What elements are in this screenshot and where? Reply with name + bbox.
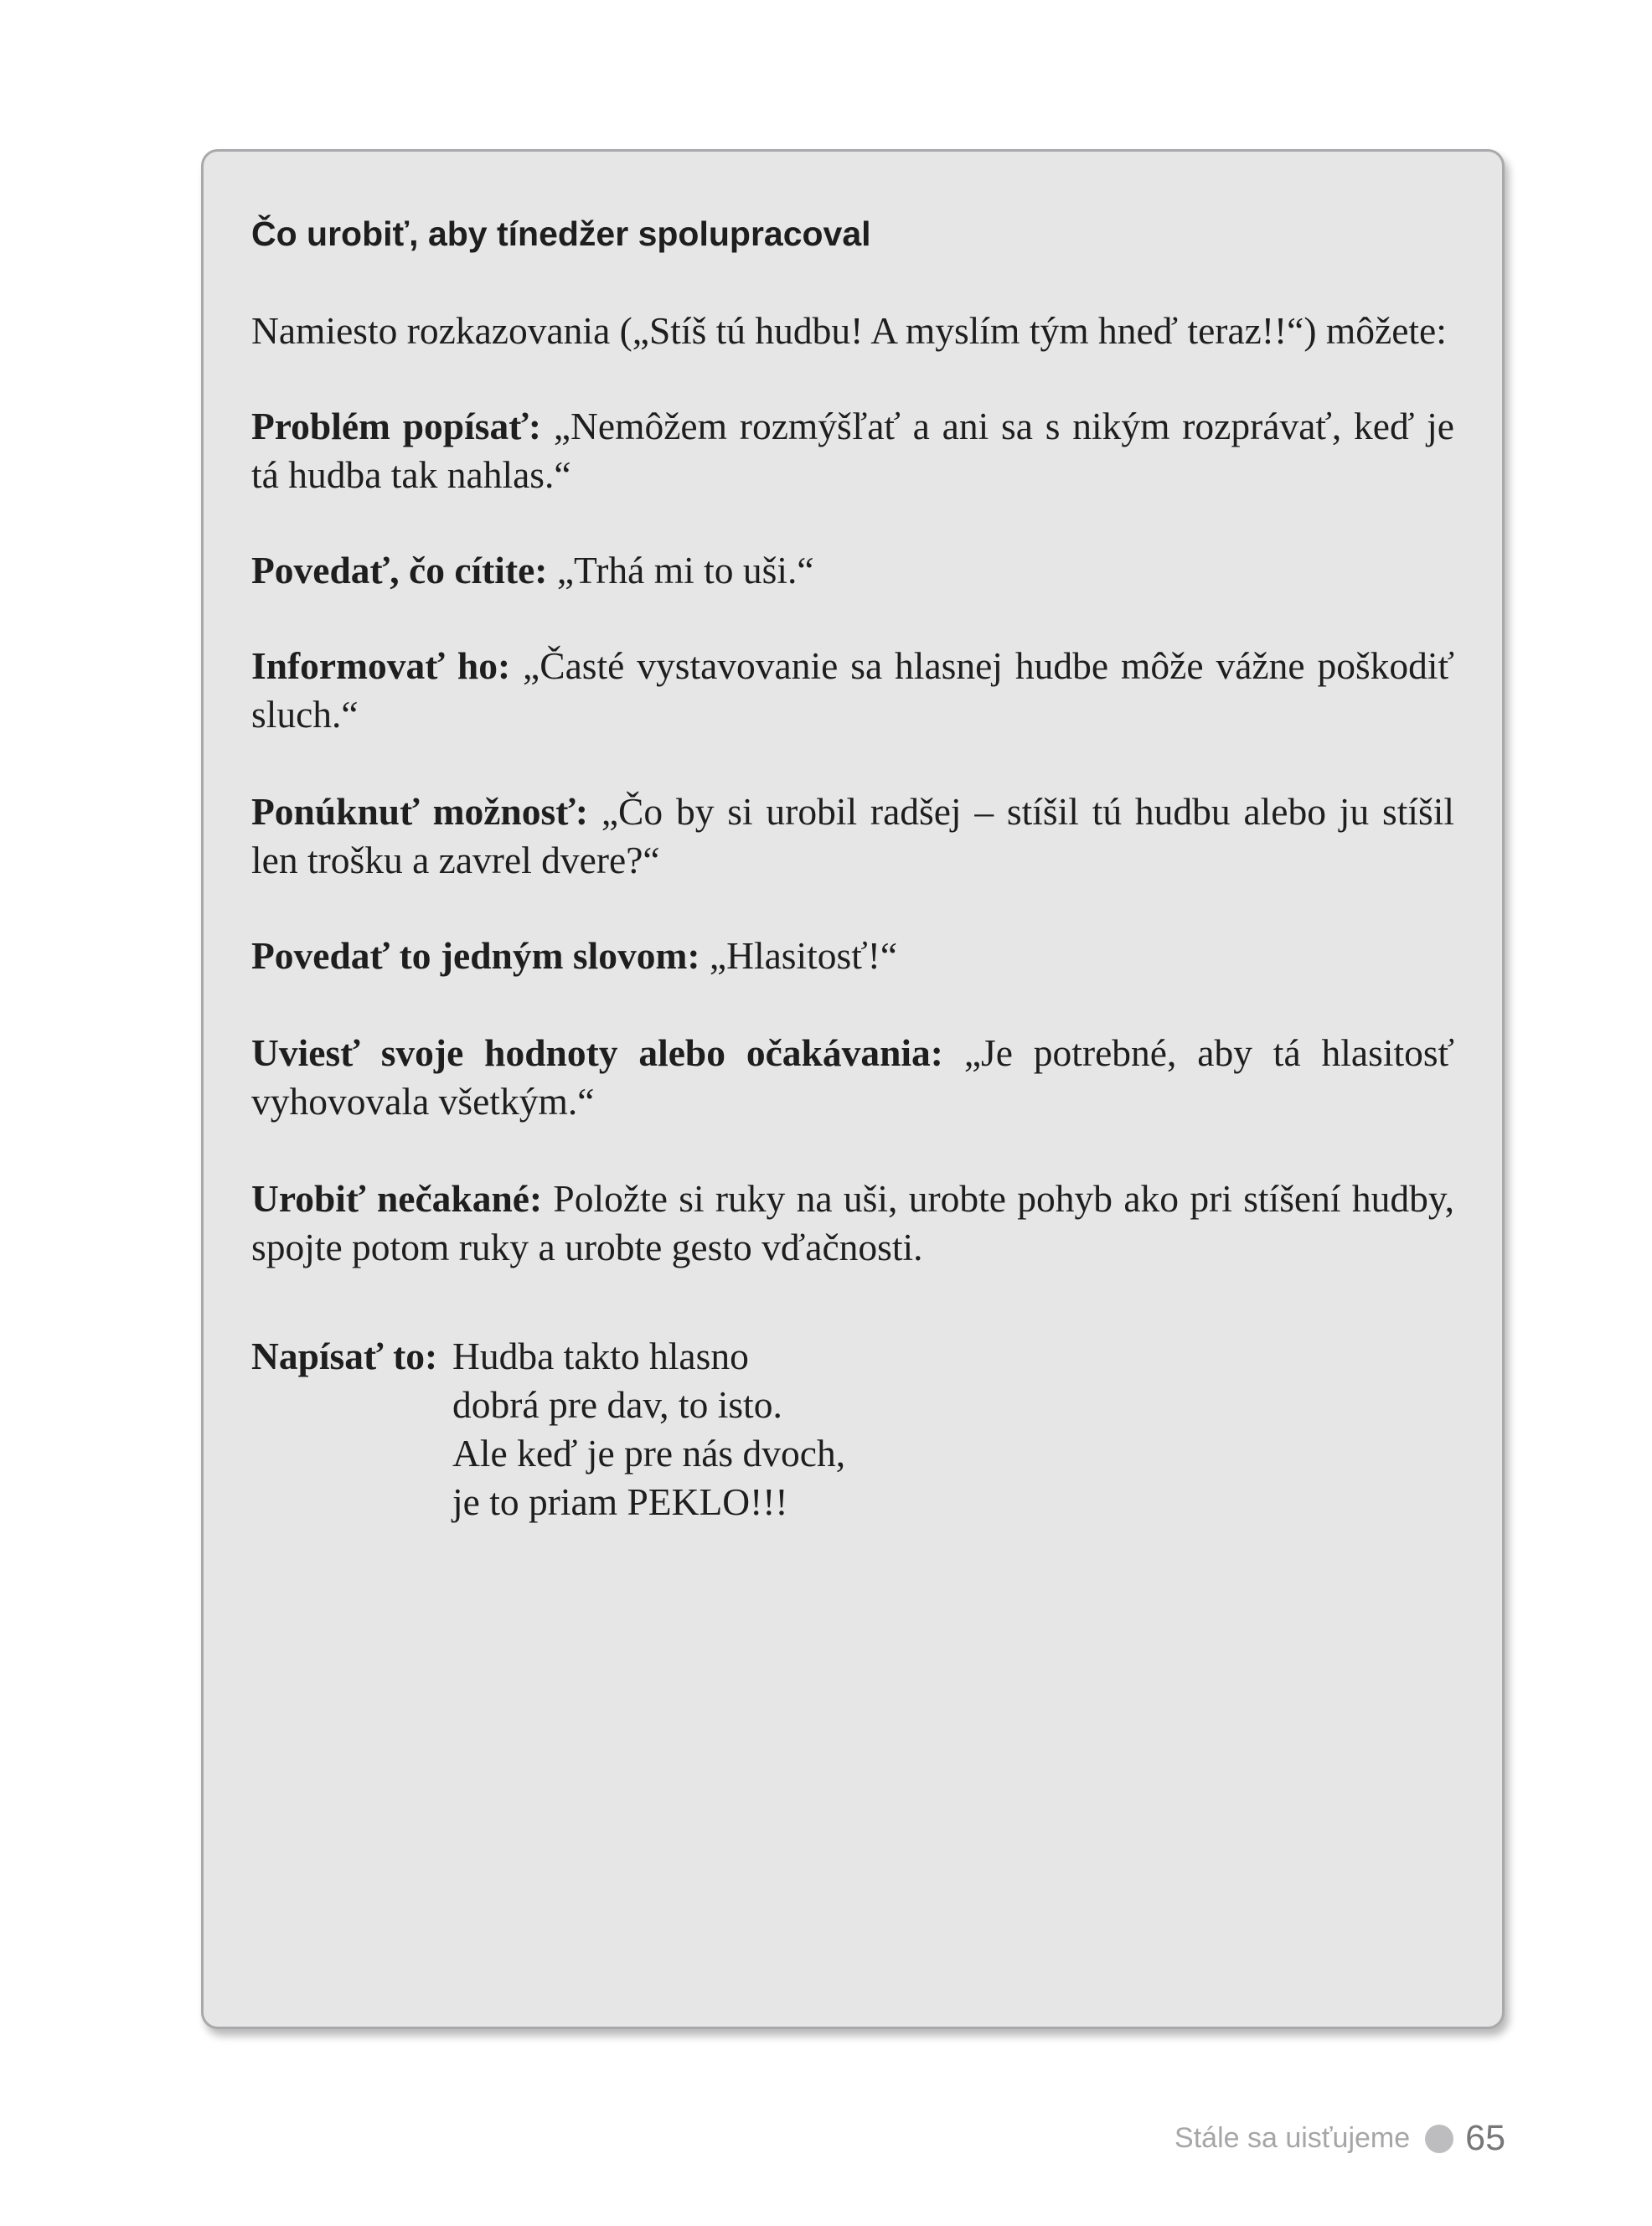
- item-say-feelings: [251, 546, 1454, 595]
- circle-bullet-icon: [1425, 2125, 1453, 2153]
- poem-line: Hudba takto hlasno: [452, 1335, 749, 1377]
- item-one-word: [251, 932, 1454, 980]
- poem-line: dobrá pre dav, to isto.: [452, 1383, 782, 1426]
- item-label: Ponúknuť možnosť:: [251, 790, 589, 833]
- item-text: „Trhá mi to uši.“: [547, 549, 814, 591]
- poem-line: Ale keď je pre nás dvoch,: [452, 1432, 846, 1475]
- item-describe-problem: [251, 402, 1454, 499]
- item-values-expectations: [251, 1029, 1454, 1126]
- item-label: Urobiť nečakané:: [251, 1177, 543, 1220]
- chapter-title: Stále sa uisťujeme: [1174, 2122, 1411, 2154]
- poem-line: je to priam PEKLO!!!: [452, 1480, 788, 1523]
- item-text: „Čo by si urobil radšej – stíšil tú hudbu alebo ju stíšil len trošku a zavrel dvere?“: [251, 790, 1454, 881]
- poem: [452, 1332, 845, 1526]
- item-label: Problém popísať:: [251, 405, 542, 447]
- item-label: Povedať to jedným slovom:: [251, 934, 700, 977]
- intro-paragraph: Namiesto rozkazovania („Stíš tú hudbu! A myslím tým hneď teraz!!“) môžete:: [251, 309, 1447, 352]
- page-footer: [1174, 2118, 1505, 2159]
- item-do-unexpected: [251, 1175, 1454, 1272]
- item-label: Uviesť svoje hodnoty alebo očakávania:: [251, 1031, 943, 1074]
- item-text: Položte si ruky na uši, urobte pohyb ako pri stíšení hudby, spojte potom ruky a urobte gesto vďačnosti.: [251, 1177, 1454, 1268]
- poem-label: Napísať to:: [251, 1335, 438, 1377]
- item-text: „Hlasitosť!“: [700, 934, 898, 977]
- item-text: „Je potrebné, aby tá hlasitosť vyhovovala všetkým.“: [251, 1031, 1454, 1123]
- item-text: „Časté vystavovanie sa hlasnej hudbe môže vážne poškodiť sluch.“: [251, 644, 1454, 736]
- page-number: 65: [1465, 2118, 1505, 2158]
- item-give-information: [251, 642, 1454, 739]
- item-label: Povedať, čo cítite:: [251, 549, 548, 591]
- box-title: Čo urobiť, aby tínedžer spolupracoval: [251, 214, 871, 253]
- item-label: Informovať ho:: [251, 644, 511, 687]
- item-offer-choice: [251, 788, 1454, 885]
- item-text: „Nemôžem rozmýšľať a ani sa s nikým rozprávať, keď je tá hudba tak nahlas.“: [251, 405, 1454, 496]
